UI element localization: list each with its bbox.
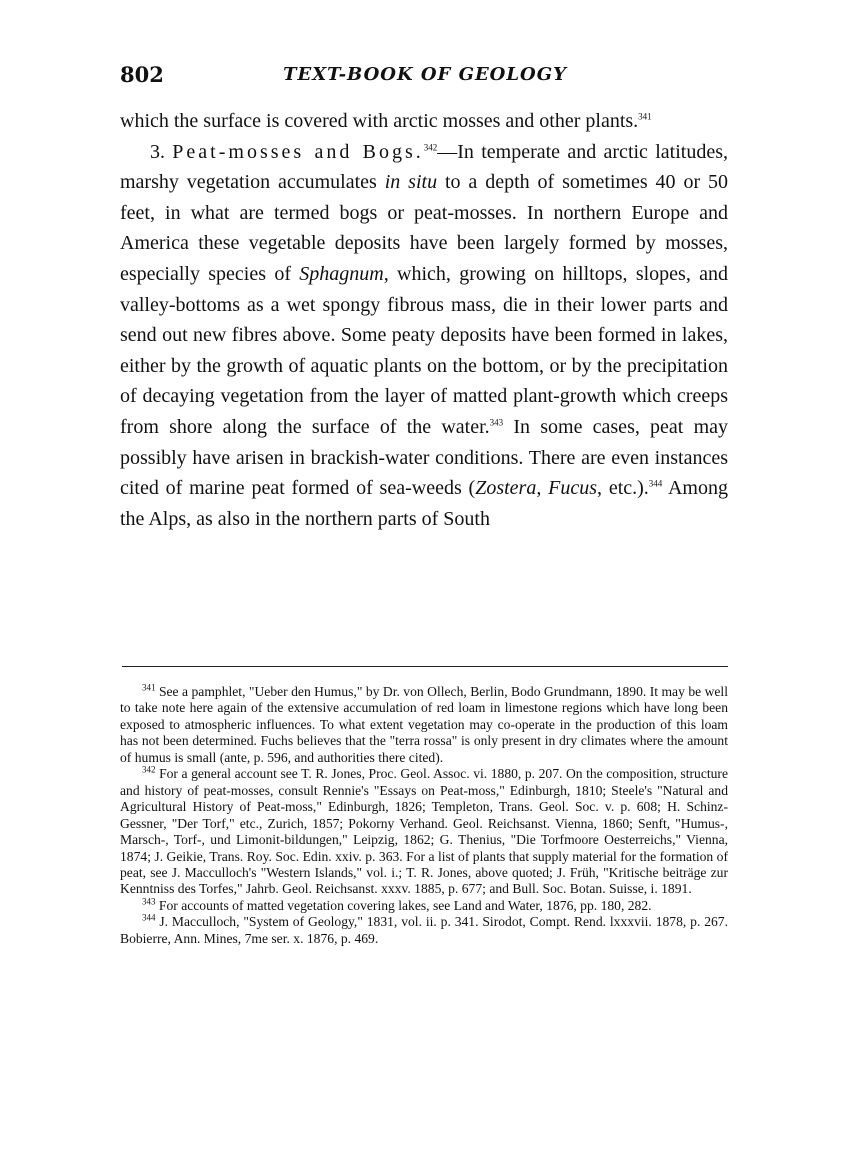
paragraph-peat-mosses xyxy=(120,137,728,535)
footnote xyxy=(120,914,728,947)
footnote-divider xyxy=(122,666,728,667)
paragraph-text: , etc.). xyxy=(597,477,649,500)
paragraph-text: to a depth of sometimes 40 or 50 feet, in what are termed bogs or peat-mosses. In northern Europe and America these vegetable deposits have been largely formed by mosses, especially species of xyxy=(120,171,729,285)
paragraph-continuation xyxy=(120,106,728,137)
footnote-number: 343 xyxy=(142,896,156,907)
footnote-number: 342 xyxy=(142,764,156,775)
footnote-text: See a pamphlet, "Ueber den Humus," by Dr. von Ollech, Berlin, Bodo Grundmann, 1890. It may be well to take note here again of the extensive accumulation of red loam in limestone regions which have long been exposed to atmospheric influences. To what extent vegetation may co-operate in the production of this loam has not been determined. Fuchs believes that the "terra rossa" is only present in dry climates where the amount of humus is small (ante, p. 596, and authorities there cited). xyxy=(120,684,728,765)
paragraph-text: , xyxy=(536,477,549,500)
italic-term: Sphagnum xyxy=(299,262,384,285)
footnote-number: 341 xyxy=(142,682,156,693)
footnote-text: J. Macculloch, "System of Geology," 1831, vol. ii. p. 341. Sirodot, Compt. Rend. lxxxvii. 1878, p. 267. Bobierre, Ann. Mines, 7me ser. x. 1876, p. 469. xyxy=(120,914,728,946)
section-number: 3. xyxy=(150,140,165,163)
paragraph-text: , which, growing on hilltops, slopes, and valley-bottoms as a wet spongy fibrous mass, die in their lower parts and send out new fibres above. Some peaty deposits have been formed in lakes, either by the growth of aquatic plants on the bottom, or by the precipitation of decaying vegetation from the layer of matted plant-growth which creeps from shore along the surface of the water. xyxy=(120,262,728,438)
footnote-number: 344 xyxy=(142,912,156,923)
section-heading: Peat-mosses and Bogs. xyxy=(172,140,424,163)
footnote-ref-343: 343 xyxy=(489,417,504,428)
italic-term: Zostera xyxy=(475,477,537,500)
footnote-ref-342: 342 xyxy=(423,141,438,152)
footnote xyxy=(120,766,728,898)
footnote-ref-341: 341 xyxy=(638,111,652,122)
footnote-ref-344: 344 xyxy=(648,478,663,489)
page-header xyxy=(120,62,730,92)
footnotes xyxy=(120,684,728,947)
paragraph-text: Among the Alps, as also in the northern parts of South xyxy=(120,477,728,530)
italic-term: in situ xyxy=(384,171,438,194)
italic-term: Fucus xyxy=(548,477,598,500)
footnote xyxy=(120,898,728,914)
running-title: TEXT-BOOK OF GEOLOGY xyxy=(283,64,567,85)
paragraph-text: —In temperate and arctic latitudes, marshy vegetation accumulates xyxy=(120,140,728,194)
footnote-text: For accounts of matted vegetation covering lakes, see Land and Water, 1876, pp. 180, 282. xyxy=(158,897,652,913)
body-text xyxy=(120,106,728,534)
footnote xyxy=(120,684,728,766)
footnote-text: For a general account see T. R. Jones, Proc. Geol. Assoc. vi. 1880, p. 207. On the composition, structure and history of peat-mosses, consult Rennie's "Essays on Peat-moss," Edinburgh, 1810; Steele's "Natural and Agricultural History of Peat-moss," Edinburgh, 1826; Templeton, Trans. Geol. Soc. v. p. 608; H. Schinz-Gessner, "Der Torf," etc., Zurich, 1857; Pokorny Verhand. Geol. Reichsanst. Vienna, 1860; Senft, "Humus-, Marsch-, Torf-, und Limonit-bildungen," Leipzig, 1862; G. Thenius, "Die Torfmoore Oesterreichs," Vienna, 1874; J. Geikie, Trans. Roy. Soc. Edin. xxiv. p. 363. For a list of plants that supply material for the formation of peat, see J. Macculloch's "Western Islands," vol. i.; T. R. Jones, above quoted; J. Früh, "Kritische beiträge zur Kenntniss des Torfes," Jahrb. Geol. Reichsanst. xxxv. 1885, p. 677; and Bull. Soc. Botan. Suisse, i. 1891. xyxy=(120,766,728,897)
page-number: 802 xyxy=(120,62,164,87)
paragraph-text: In some cases, peat may possibly have arisen in brackish-water conditions. There are even instances cited of marine peat formed of sea-weeds ( xyxy=(120,415,729,500)
paragraph-text: which the surface is covered with arctic mosses and other plants. xyxy=(120,110,639,132)
